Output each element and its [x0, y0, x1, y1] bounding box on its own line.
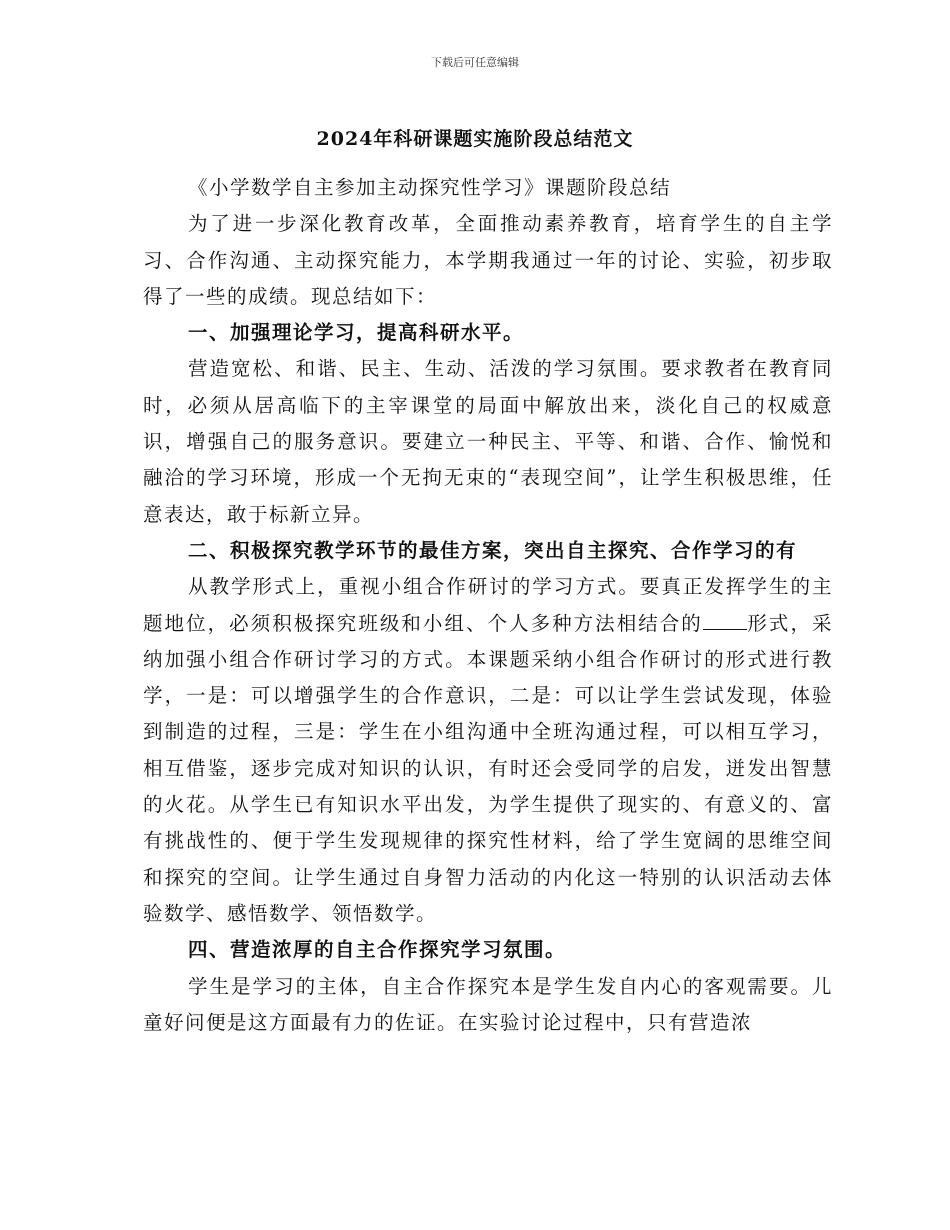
document-body: [143, 170, 833, 1041]
fill-in-blank: [703, 611, 747, 630]
section-heading-1: 一、加强理论学习，提高科研水平。: [188, 321, 525, 345]
subtitle: 《小学数学自主参加主动探究性学习》课题阶段总结: [188, 176, 672, 199]
paragraph-intro: 为了进一步深化教育改革，全面推动素养教育，培育学生的自主学习、合作沟通、主动探究能力，本学期我通过一年的讨论、实验，初步取得了一些的成绩。现总结如下：: [143, 212, 833, 308]
section-heading-4: 四、营造浓厚的自主合作探究学习氛围。: [188, 938, 567, 962]
paragraph-1: 营造宽松、和谐、民主、生动、活泼的学习氛围。要求教者在教育同时，必须从居高临下的主宰课堂的局面中解放出来，淡化自己的权威意识，增强自己的服务意识。要建立一种民主、平等、和谐、合作、愉悦和融洽的学习环境，形成一个无拘无束的“表现空间”，让学生积极思维，任意表达，敢于标新立异。: [143, 357, 833, 526]
paragraph-2-part-2: 形式，采纳加强小组合作研讨学习的方式。本课题采纳小组合作研讨的形式进行教学，一是：可以增强学生的合作意识，二是：可以让学生尝试发现，体验到制造的过程，三是：学生在小组沟通中全班沟通过程，可以相互学习，相互借鉴，逐步完成对知识的认识，有时还会受同学的启发，迸发出智慧的火花。从学生已有知识水平出发，为学生提供了现实的、有意义的、富有挑战性的、便于学生发现规律的探究性材料，给了学生宽阔的思维空间和探究的空间。让学生通过自身智力活动的内化这一特别的认识活动去体验数学、感悟数学、领悟数学。: [143, 611, 833, 925]
paragraph-2: [143, 569, 833, 932]
document-title: 2024年科研课题实施阶段总结范文: [316, 128, 634, 150]
paragraph-4: 学生是学习的主体，自主合作探究本是学生发自内心的客观需要。儿童好问便是这方面最有力的佐证。在实验讨论过程中，只有营造浓: [143, 974, 833, 1034]
header-note: 下载后可任意编辑: [431, 56, 519, 69]
paragraph-2-part-1: 从教学形式上，重视小组合作研讨的学习方式。要真正发挥学生的主题地位，必须积极探究班级和小组、个人多种方法相结合的: [143, 575, 833, 635]
section-heading-2: 二、积极探究教学环节的最佳方案，突出自主探究、合作学习的有: [188, 538, 798, 562]
